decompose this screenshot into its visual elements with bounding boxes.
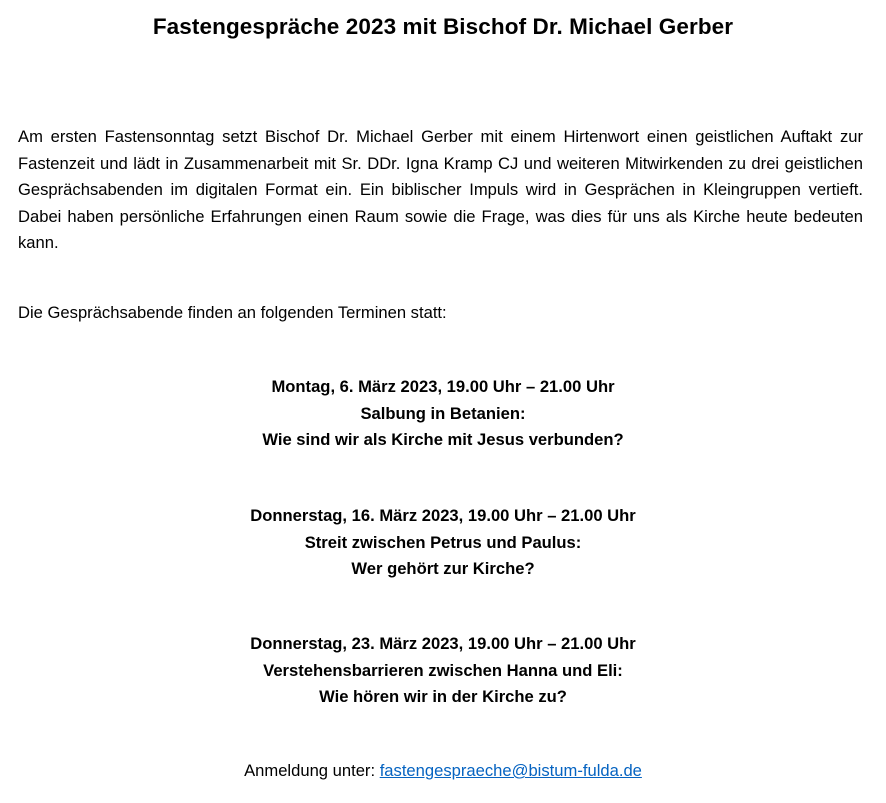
signup-line [0, 758, 886, 785]
intro-paragraph: Am ersten Fastensonntag setzt Bischof Dr. Michael Gerber mit einem Hirtenwort einen geistlichen Auftakt zur Fastenzeit und lädt in Zusammenarbeit mit Sr. DDr. Igna Kramp CJ und weiteren Mitwirkenden zu drei geistlichen Gesprächsabenden im digitalen Format ein. Ein biblischer Impuls wird in Gesprächen in Kleingruppen vertieft. Dabei haben persönliche Erfahrungen einen Raum sowie die Frage, was dies für uns als Kirche heute bedeuten kann. [18, 127, 863, 252]
dates-lead-paragraph: Die Gesprächsabende finden an folgenden Terminen statt: [18, 303, 447, 322]
signup-email-link[interactable]: fastengespraeche@bistum-fulda.de [379, 761, 642, 780]
event-date: Donnerstag, 23. März 2023, 19.00 Uhr – 21.00 Uhr [250, 634, 636, 653]
event-question: Wie hören wir in der Kirche zu? [319, 687, 567, 706]
event-question: Wie sind wir als Kirche mit Jesus verbunden? [262, 430, 624, 449]
event-topic: Salbung in Betanien: [360, 403, 526, 423]
event-date: Donnerstag, 16. März 2023, 19.00 Uhr – 21.00 Uhr [250, 506, 636, 525]
event-block [0, 631, 886, 711]
event-block [0, 503, 886, 583]
event-block [0, 374, 886, 454]
event-date: Montag, 6. März 2023, 19.00 Uhr – 21.00 Uhr [271, 377, 615, 396]
event-topic: Streit zwischen Petrus und Paulus: [304, 532, 582, 552]
event-topic: Verstehensbarrieren zwischen Hanna und Eli: [263, 660, 623, 680]
document-title: Fastengespräche 2023 mit Bischof Dr. Michael Gerber [152, 14, 734, 39]
event-question: Wer gehört zur Kirche? [351, 559, 535, 578]
signup-label: Anmeldung unter: [244, 761, 380, 780]
